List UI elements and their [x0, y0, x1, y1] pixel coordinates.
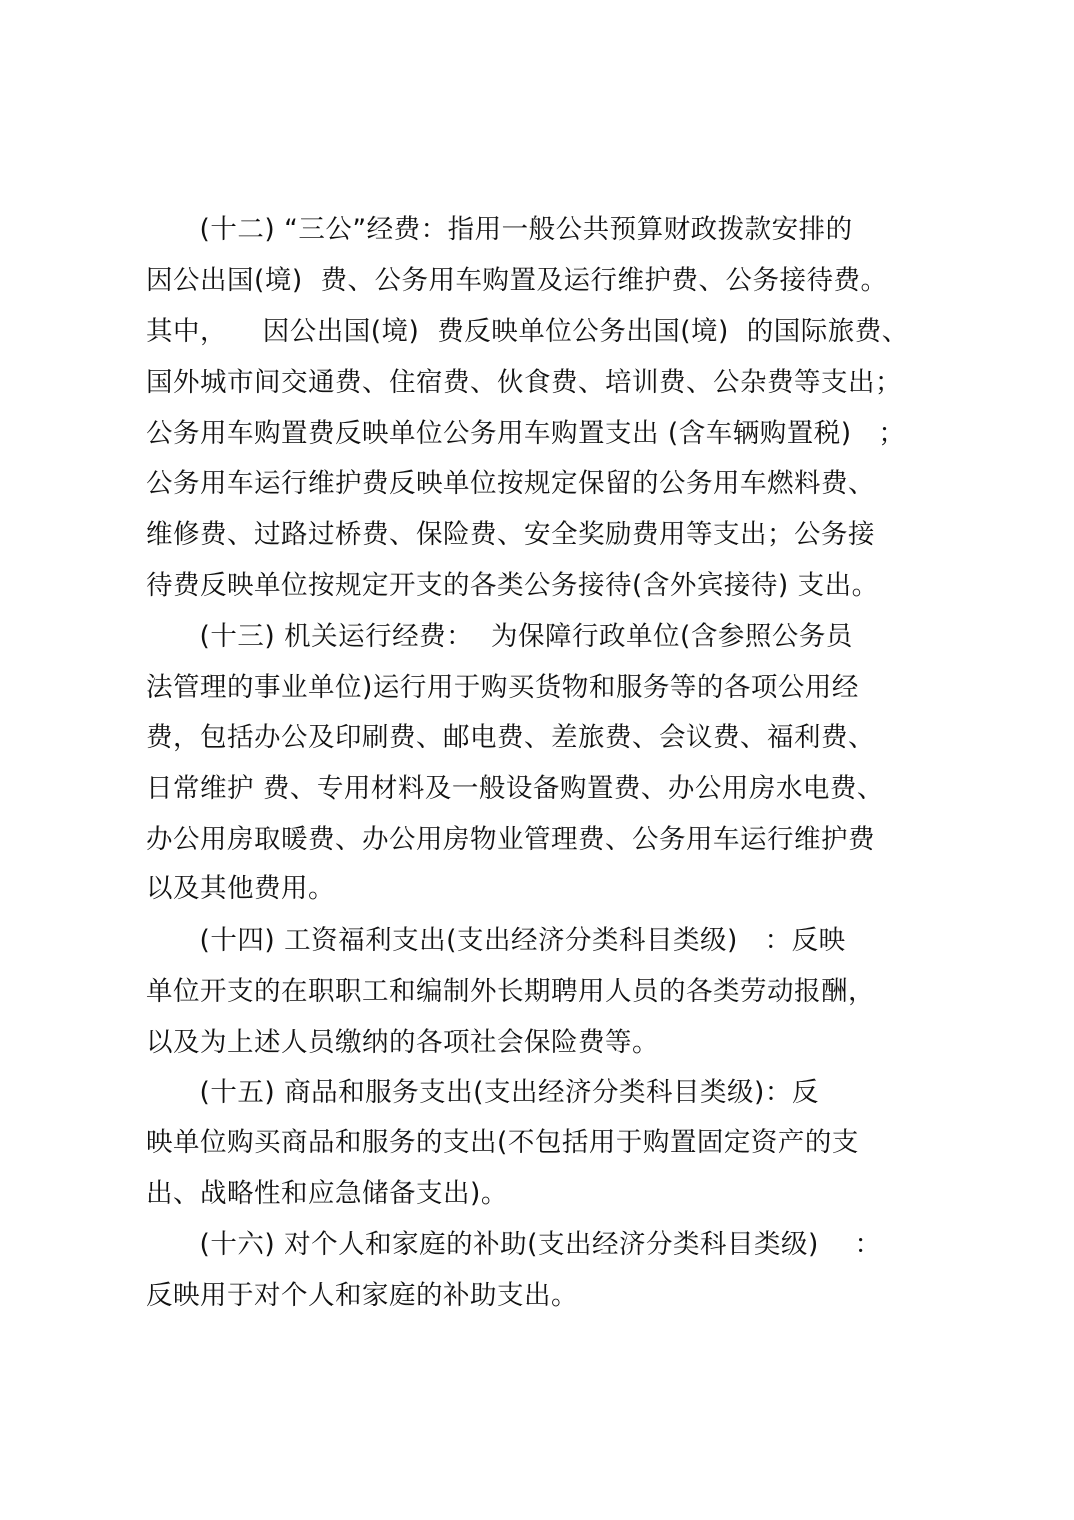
paragraph-13-line-4: 日常维护 费、专用材料及一般设备购置费、办公用房水电费、 — [146, 773, 884, 804]
paragraph-12-line-4: 国外城市间交通费、住宿费、伙食费、培训费、公杂费等支出； — [146, 367, 902, 398]
paragraph-12-line-5: 公务用车购置费反映单位公务用车购置支出 (含车辆购置税) ； — [146, 418, 906, 449]
paragraph-12-line-6: 公务用车运行维护费反映单位按规定保留的公务用车燃料费、 — [146, 468, 875, 499]
paragraph-13-line-3: 费，包括办公及印刷费、邮电费、差旅费、会议费、福利费、 — [146, 722, 875, 753]
paragraph-12-line-2: 因公出国(境) 费、公务用车购置及运行维护费、公务接待费。 — [146, 265, 888, 296]
paragraph-12-line-3: 其中， 因公出国(境) 费反映单位公务出国(境) 的国际旅费、 — [146, 316, 909, 347]
paragraph-16-line-1: (十六) 对个人和家庭的补助(支出经济分类科目类级) ： — [146, 1229, 882, 1260]
paragraph-15-line-3: 出、战略性和应急储备支出)。 — [146, 1178, 508, 1209]
paragraph-13-line-6: 以及其他费用。 — [146, 873, 335, 904]
paragraph-12-line-8: 待费反映单位按规定开支的各类公务接待(含外宾接待) 支出。 — [146, 570, 879, 601]
paragraph-14-line-1: (十四) 工资福利支出(支出经济分类科目类级) ：反映 — [146, 925, 846, 956]
paragraph-15-line-2: 映单位购买商品和服务的支出(不包括用于购置固定资产的支 — [146, 1127, 859, 1158]
paragraph-16-line-2: 反映用于对个人和家庭的补助支出。 — [146, 1280, 578, 1311]
paragraph-12-line-1: (十二) “三公”经费：指用一般公共预算财政拨款安排的 — [146, 214, 853, 245]
paragraph-12-line-7: 维修费、过路过桥费、保险费、安全奖励费用等支出；公务接 — [146, 519, 875, 550]
paragraph-13-line-1: (十三) 机关运行经费： 为保障行政单位(含参照公务员 — [146, 621, 853, 652]
paragraph-14-line-2: 单位开支的在职职工和编制外长期聘用人员的各类劳动报酬， — [146, 976, 875, 1007]
paragraph-15-line-1: (十五) 商品和服务支出(支出经济分类科目类级)：反 — [146, 1077, 819, 1108]
paragraph-14-line-3: 以及为上述人员缴纳的各项社会保险费等。 — [146, 1027, 659, 1058]
paragraph-13-line-2: 法管理的事业单位)运行用于购买货物和服务等的各项公用经 — [146, 672, 859, 703]
paragraph-13-line-5: 办公用房取暖费、办公用房物业管理费、公务用车运行维护费 — [146, 824, 875, 855]
